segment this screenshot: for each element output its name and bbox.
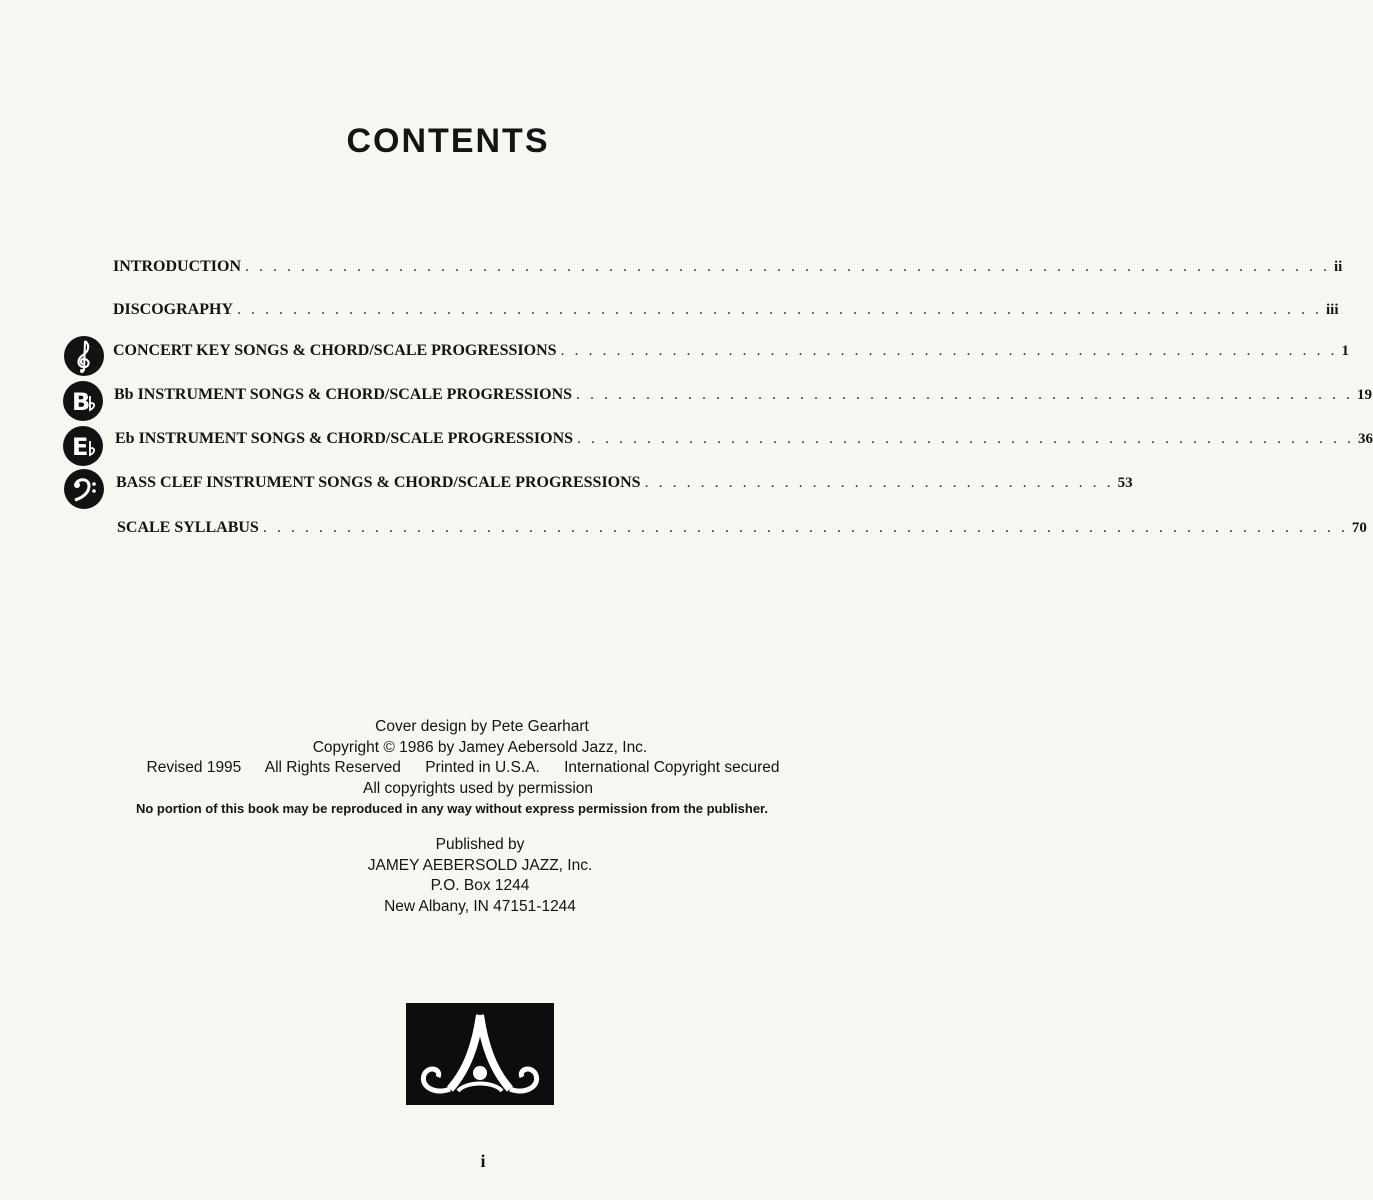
svg-text:B: B [72,388,91,416]
credits-block [0,717,896,820]
international-text: International Copyright secured [564,759,780,776]
toc-entry-page: 1 [1341,343,1350,359]
treble-clef-icon [64,336,104,376]
toc-leader-dots: . . . . . . . . . . . . . . . . . . . . . . . . . . . . . . . . . . . . . . . . . . . . . . . . . . . . . . . . [577,430,1355,447]
toc-leader-dots: . . . . . . . . . . . . . . . . . . . . . . . . . . . . . . . . . . . . . . . . . . . . . . . . . . . . . . . . . . . . . . . . . . . . . . . . . . . . . . [237,301,1323,318]
printed-text: Printed in U.S.A. [425,759,540,776]
toc-entry-page: ii [1334,259,1343,275]
svg-text:E: E [72,433,89,461]
page-number: i [480,1151,486,1171]
toc-entry-label: Eb INSTRUMENT SONGS & CHORD/SCALE PROGRESSIONS [115,430,574,447]
rights-line [0,758,896,779]
publisher-name: JAMEY AEBERSOLD JAZZ, Inc. [367,856,593,874]
toc-entry-label: BASS CLEF INSTRUMENT SONGS & CHORD/SCALE PROGRESSIONS [116,474,641,491]
toc-entry-label: DISCOGRAPHY [113,301,234,318]
permission-line: All copyrights used by permission [362,779,594,797]
bass-clef-icon [64,469,104,509]
toc-entry-label: INTRODUCTION [113,258,242,275]
revised-text: Revised 1995 [146,759,242,776]
toc-entry-eb-instrument[interactable] [115,428,1373,450]
copyright-line: Copyright © 1986 by Jamey Aebersold Jazz, Inc. [312,738,648,756]
aebersold-logo-icon [406,1003,554,1105]
publisher-city: New Albany, IN 47151-1244 [384,897,576,915]
toc-entry-page: iii [1326,302,1339,318]
toc-entry-page: 19 [1357,387,1373,403]
published-by: Published by [435,836,525,853]
toc-entry-label: SCALE SYLLABUS [117,519,259,536]
toc-entry-bass-clef[interactable] [116,472,1133,494]
toc-entry-page: 36 [1358,431,1373,447]
rights-text: All Rights Reserved [264,759,401,776]
toc-entry-label: CONCERT KEY SONGS & CHORD/SCALE PROGRESSIONS [113,342,557,359]
toc-entry-page: 53 [1117,475,1133,491]
toc-entry-concert-key[interactable] [113,340,1350,362]
toc-leader-dots: . . . . . . . . . . . . . . . . . . . . . . . . . . . . . . . . . . . . . . . . . . . . . . . . . . . . . . . . [576,386,1354,403]
toc-leader-dots: . . . . . . . . . . . . . . . . . . . . . . . . . . . . . . . . . . . . . . . . . . . . . . . . . . . . . . . . . . . . . . . . . . . . . . . . . . . . . . [262,519,1348,536]
toc-leader-dots: . . . . . . . . . . . . . . . . . . . . . . . . . . . . . . . . . . . . . . . . . . . . . . . . . . . . . . . . [560,342,1338,359]
toc-entry-label: Bb INSTRUMENT SONGS & CHORD/SCALE PROGRESSIONS [114,386,573,403]
e-flat-icon [63,426,103,466]
toc-entry-scale-syllabus[interactable] [117,517,1367,539]
toc-entry-introduction[interactable] [113,256,1343,278]
toc-leader-dots: . . . . . . . . . . . . . . . . . . . . . . . . . . . . . . . . . . . . . . . . . . . . . . . . . . . . . . . . . . . . . . . . . . . . . . . . . . . . . . [245,258,1331,275]
publisher-box: P.O. Box 1244 [430,877,530,894]
toc-entry-bb-instrument[interactable] [114,384,1373,406]
reproduction-notice: No portion of this book may be reproduced in any way without express permission from the publisher. [135,801,769,816]
toc-entry-page: 70 [1351,520,1367,536]
b-flat-icon [63,381,103,421]
publisher-block [0,835,960,917]
toc-entry-discography[interactable] [113,299,1339,321]
cover-credit: Cover design by Pete Gearhart [375,718,589,735]
toc-leader-dots: . . . . . . . . . . . . . . . . . . . . . . . . . . . . . . . . . . [644,474,1114,491]
page-title: CONTENTS [346,122,550,160]
